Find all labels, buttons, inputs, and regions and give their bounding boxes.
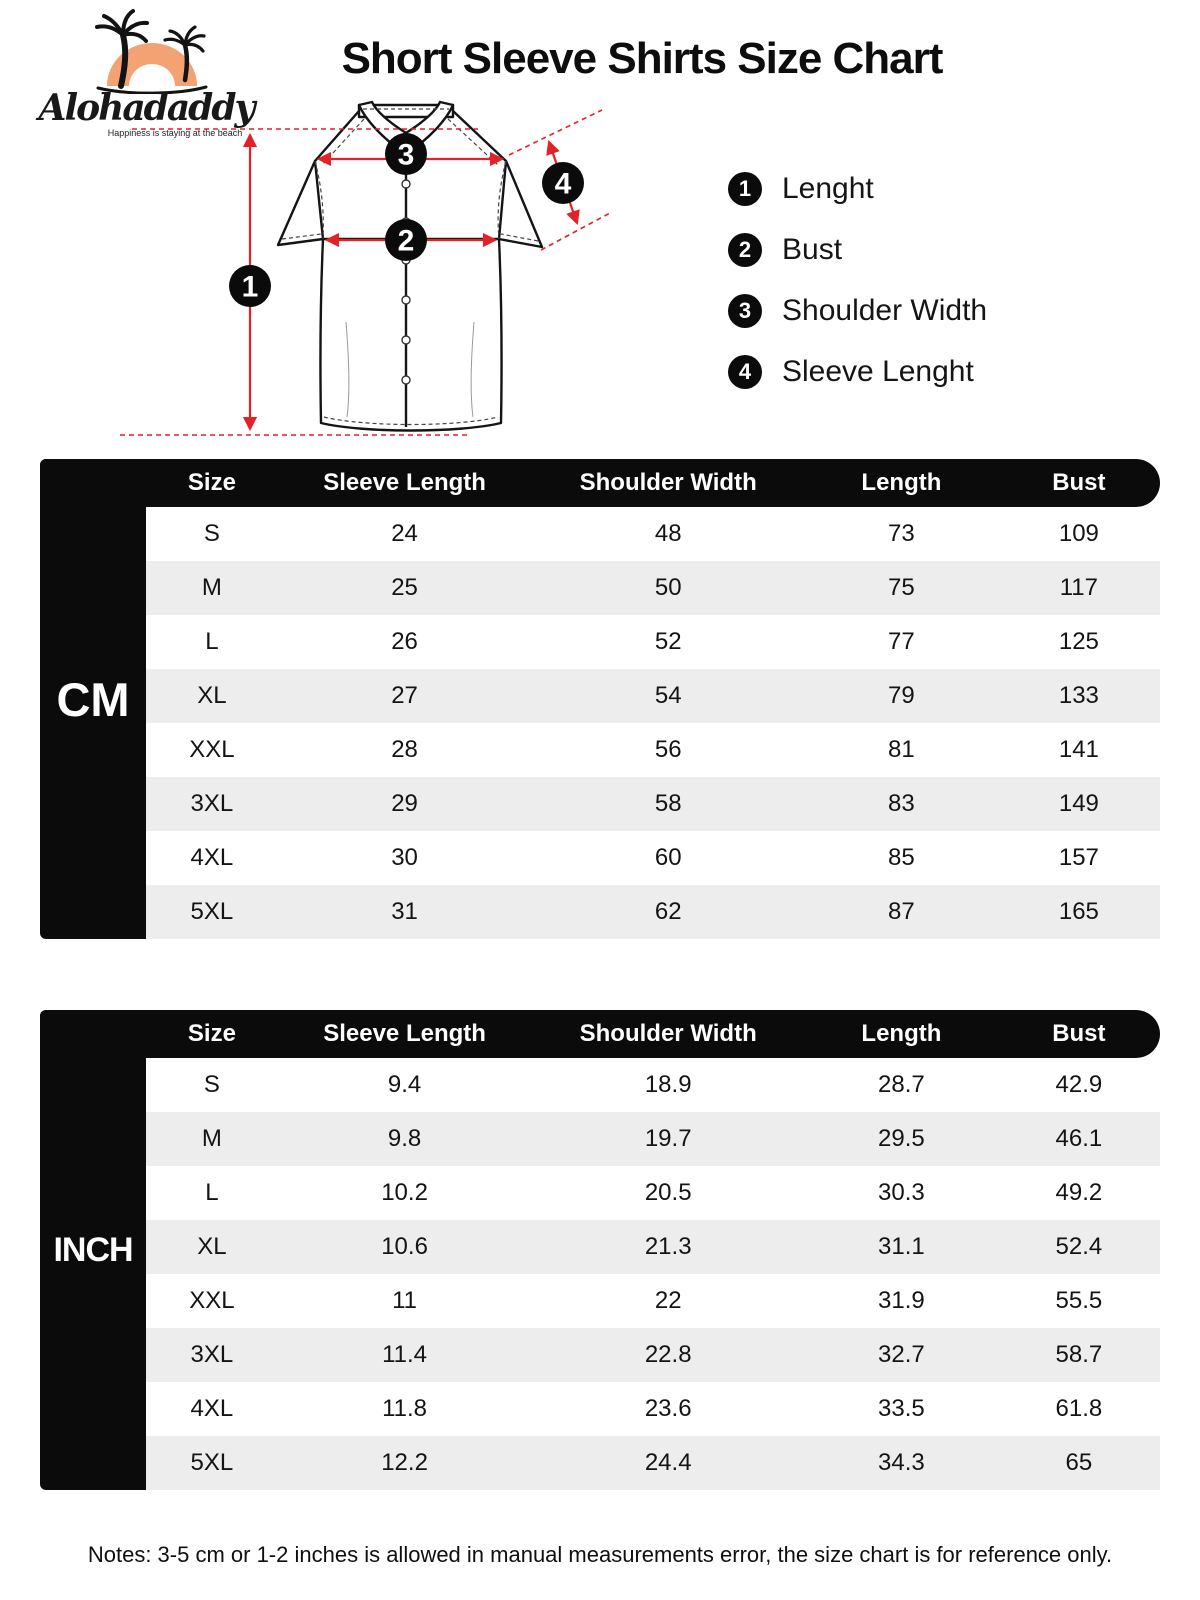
measure-marker-1-num: 1 (241, 270, 259, 304)
value-cell: 109 (1058, 520, 1099, 547)
value-cell: 26 (391, 628, 418, 655)
value-cell: 10.2 (381, 1179, 428, 1206)
value-cell: 9.4 (387, 1071, 422, 1098)
value-cell: 79 (805, 669, 998, 723)
shirt-measurement-diagram (118, 97, 612, 455)
size-table (146, 459, 1160, 939)
legend-item-label: Lenght (782, 172, 874, 205)
value-cell: 11.4 (278, 1328, 532, 1382)
size-cell: 3XL (146, 777, 278, 831)
size-cell: XXL (189, 1287, 235, 1314)
value-cell: 30.3 (878, 1179, 925, 1206)
table-row (146, 1328, 1160, 1382)
value-cell: 81 (888, 736, 915, 763)
table-row (146, 561, 1160, 615)
size-cell: XL (146, 1220, 278, 1274)
size-table (146, 1010, 1160, 1490)
unit-band (40, 459, 146, 939)
value-cell: 83 (805, 777, 998, 831)
value-cell: 73 (888, 520, 915, 547)
legend-item-label: Sleeve Lenght (782, 355, 974, 388)
value-cell: 62 (531, 885, 805, 939)
value-cell: 42.9 (1055, 1071, 1103, 1098)
legend-item-label: Shoulder Width (782, 294, 988, 327)
size-cell: XL (146, 669, 278, 723)
value-cell: 75 (805, 561, 998, 615)
value-cell: 54 (531, 669, 805, 723)
unit-band (40, 1010, 146, 1490)
table-header-row (146, 1010, 1160, 1058)
table-row (146, 1058, 1160, 1112)
size-table-inch (40, 1010, 1160, 1490)
value-cell: 27 (278, 669, 532, 723)
value-cell: 12.2 (278, 1436, 532, 1490)
value-cell: 65 (998, 1436, 1160, 1490)
legend-item (728, 355, 987, 389)
value-cell: 34.3 (805, 1436, 998, 1490)
value-cell: 61.8 (1055, 1395, 1103, 1422)
value-cell: 19.7 (531, 1112, 805, 1166)
table-row (146, 1166, 1160, 1220)
page-title: Short Sleeve Shirts Size Chart (341, 34, 943, 83)
column-header: Shoulder Width (579, 1020, 757, 1047)
value-cell: 33.5 (878, 1395, 925, 1422)
value-cell: 28.7 (878, 1071, 925, 1098)
notes-text: Notes: 3-5 cm or 1-2 inches is allowed in manual measurements error, the size chart is for reference only. (87, 1542, 1113, 1567)
value-cell: 31 (278, 885, 532, 939)
legend-item (728, 172, 987, 206)
value-cell: 18.9 (644, 1071, 692, 1098)
table-row (146, 831, 1160, 885)
column-header: Sleeve Length (323, 469, 486, 496)
value-cell: 29.5 (805, 1112, 998, 1166)
table-row (146, 1382, 1160, 1436)
value-cell: 22.8 (531, 1328, 805, 1382)
measure-marker-2-num: 2 (397, 224, 415, 258)
legend-item (728, 233, 987, 267)
legend-number-badge: 4 (728, 355, 762, 389)
table-row (146, 885, 1160, 939)
table-header-row (146, 459, 1160, 507)
table-row (146, 507, 1160, 561)
brand-tagline: Happiness is staying at the beach (107, 128, 243, 138)
brand-name: Alohadaddy (38, 87, 254, 129)
value-cell: 20.5 (644, 1179, 692, 1206)
value-cell: 49.2 (1055, 1179, 1103, 1206)
column-header: Size (187, 469, 236, 496)
value-cell: 60 (654, 844, 682, 871)
value-cell: 22 (654, 1287, 682, 1314)
value-cell: 31.1 (805, 1220, 998, 1274)
table-row (146, 1274, 1160, 1328)
value-cell: 31.9 (878, 1287, 925, 1314)
measure-marker-4-num: 4 (554, 167, 572, 201)
value-cell: 11.8 (382, 1395, 428, 1422)
table-row (146, 777, 1160, 831)
value-cell: 157 (1058, 844, 1099, 871)
value-cell: 50 (531, 561, 805, 615)
table-row (146, 1112, 1160, 1166)
header-section (0, 0, 1200, 459)
value-cell: 21.3 (531, 1220, 805, 1274)
legend-item (728, 294, 987, 328)
value-cell: 85 (888, 844, 915, 871)
value-cell: 165 (998, 885, 1160, 939)
value-cell: 28 (391, 736, 418, 763)
value-cell: 48 (654, 520, 682, 547)
value-cell: 46.1 (998, 1112, 1160, 1166)
size-cell: XXL (189, 736, 235, 763)
table-row (146, 1220, 1160, 1274)
value-cell: 133 (998, 669, 1160, 723)
column-header: Size (187, 1020, 236, 1047)
value-cell: 29 (278, 777, 532, 831)
column-header: Length (861, 469, 942, 496)
column-header: Sleeve Length (323, 1020, 486, 1047)
value-cell: 24 (391, 520, 418, 547)
column-header: Length (861, 1020, 942, 1047)
table-row (146, 669, 1160, 723)
size-cell: 3XL (146, 1328, 278, 1382)
legend-number-badge: 2 (728, 233, 762, 267)
size-cell: M (146, 1112, 278, 1166)
value-cell: 58.7 (998, 1328, 1160, 1382)
size-cell: S (203, 520, 220, 547)
palm-sunset-icon (78, 6, 226, 94)
unit-label: CM (56, 672, 130, 726)
value-cell: 11 (392, 1287, 418, 1314)
value-cell: 25 (278, 561, 532, 615)
value-cell: 77 (888, 628, 915, 655)
size-cell: 4XL (190, 844, 234, 871)
table-row (146, 1436, 1160, 1490)
size-cell: 5XL (146, 1436, 278, 1490)
measure-marker-3-num: 3 (397, 138, 415, 172)
value-cell: 117 (998, 561, 1160, 615)
column-header: Bust (1052, 469, 1106, 496)
value-cell: 52.4 (998, 1220, 1160, 1274)
value-cell: 9.8 (278, 1112, 532, 1166)
value-cell: 30 (391, 844, 418, 871)
legend-number-badge: 3 (728, 294, 762, 328)
table-row (146, 723, 1160, 777)
value-cell: 23.6 (644, 1395, 692, 1422)
value-cell: 32.7 (805, 1328, 998, 1382)
column-header: Bust (1052, 1020, 1106, 1047)
legend-item-label: Bust (782, 233, 843, 266)
value-cell: 55.5 (1055, 1287, 1103, 1314)
value-cell: 125 (1058, 628, 1099, 655)
unit-label: INCH (53, 1230, 133, 1269)
size-cell: S (203, 1071, 220, 1098)
value-cell: 56 (654, 736, 682, 763)
size-table-cm (40, 459, 1160, 939)
column-header: Shoulder Width (579, 469, 757, 496)
value-cell: 24.4 (531, 1436, 805, 1490)
value-cell: 52 (654, 628, 682, 655)
size-cell: L (205, 628, 219, 655)
size-cell: 5XL (146, 885, 278, 939)
value-cell: 10.6 (278, 1220, 532, 1274)
size-cell: 4XL (190, 1395, 234, 1422)
value-cell: 149 (998, 777, 1160, 831)
value-cell: 58 (531, 777, 805, 831)
value-cell: 141 (1058, 736, 1099, 763)
legend-number-badge: 1 (728, 172, 762, 206)
value-cell: 87 (805, 885, 998, 939)
size-cell: M (146, 561, 278, 615)
measure-legend (728, 172, 987, 416)
size-cell: L (205, 1179, 219, 1206)
table-row (146, 615, 1160, 669)
